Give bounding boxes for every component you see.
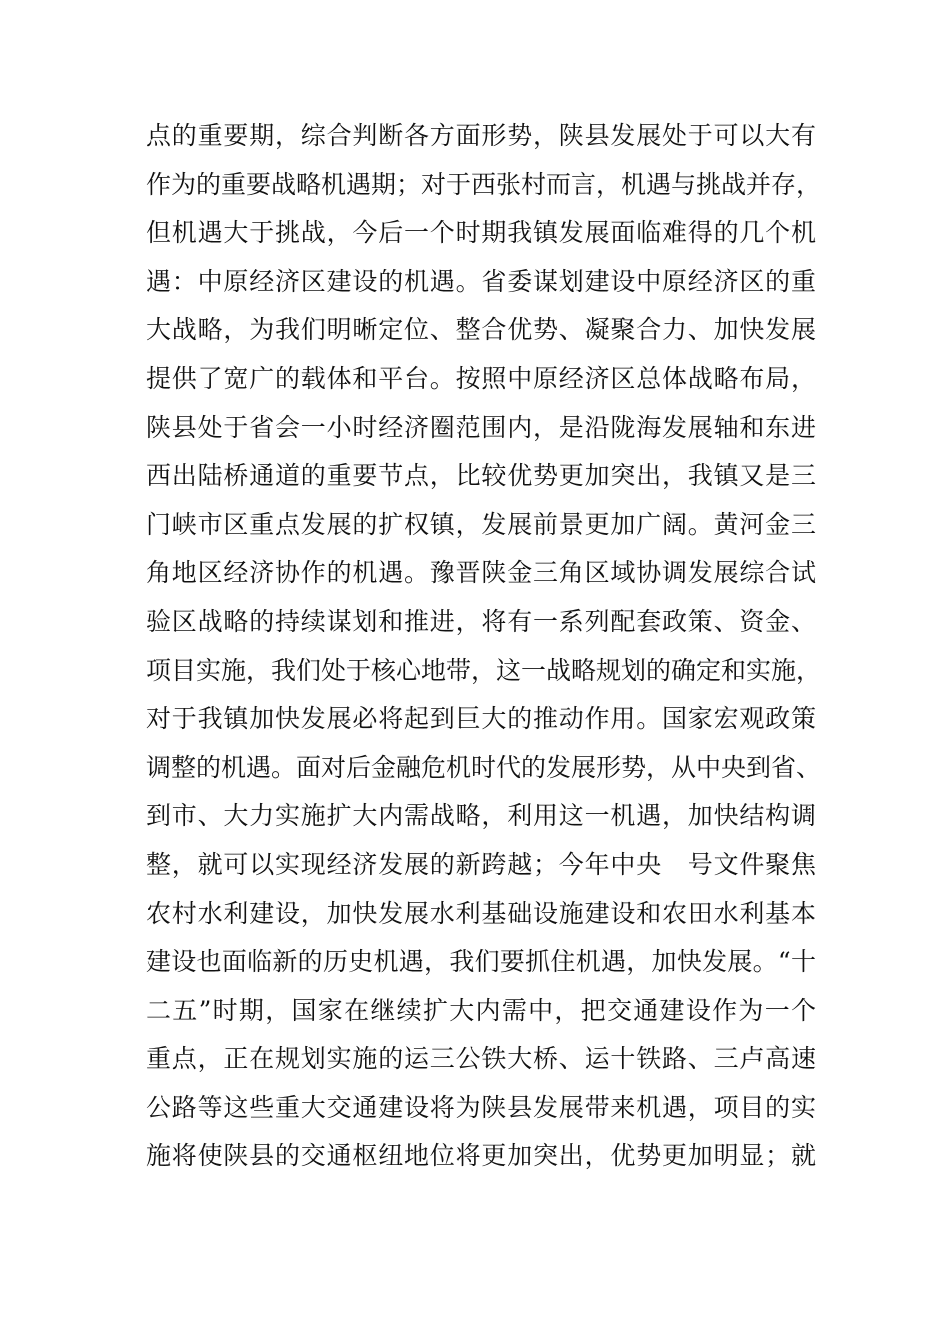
- text-line: 公路等这些重大交通建设将为陕县发展带来机遇，项目的实: [146, 1092, 816, 1122]
- text-line: 门峡市区重点发展的扩权镇，发展前景更加广阔。黄河金三: [146, 509, 816, 539]
- text-line: 施将使陕县的交通枢纽地位将更加突出，优势更加明显；就: [146, 1141, 816, 1171]
- text-line: 陕县处于省会一小时经济圈范围内，是沿陇海发展轴和东进: [146, 412, 816, 442]
- text-line: 对于我镇加快发展必将起到巨大的推动作用。国家宏观政策: [146, 704, 816, 734]
- text-line: 角地区经济协作的机遇。豫晋陕金三角区域协调发展综合试: [146, 558, 816, 588]
- body-text: [146, 112, 822, 1181]
- text-line: 到市、大力实施扩大内需战略，利用这一机遇，加快结构调: [146, 801, 816, 831]
- text-line: 验区战略的持续谋划和推进，将有一系列配套政策、资金、: [146, 606, 816, 636]
- text-line: 但机遇大于挑战，今后一个时期我镇发展面临难得的几个机: [146, 218, 816, 248]
- text-line: 调整的机遇。面对后金融危机时代的发展形势，从中央到省、: [146, 752, 822, 782]
- text-line: 遇：中原经济区建设的机遇。省委谋划建设中原经济区的重: [146, 266, 816, 296]
- text-line: 点的重要期，综合判断各方面形势，陕县发展处于可以大有: [146, 121, 816, 150]
- text-line: 项目实施，我们处于核心地带，这一战略规划的确定和实施，: [146, 655, 822, 685]
- text-line: 提供了宽广的载体和平台。按照中原经济区总体战略布局，: [146, 363, 816, 393]
- text-line: 二五”时期，国家在继续扩大内需中，把交通建设作为一个: [146, 995, 816, 1025]
- text-line: 农村水利建设，加快发展水利基础设施建设和农田水利基本: [146, 898, 816, 928]
- text-line: 建设也面临新的历史机遇，我们要抓住机遇，加快发展。“十: [146, 947, 816, 977]
- text-line: 大战略，为我们明晰定位、整合优势、凝聚合力、加快发展: [146, 315, 816, 345]
- text-line: 西出陆桥通道的重要节点，比较优势更加突出，我镇又是三: [146, 461, 816, 491]
- text-line: 重点，正在规划实施的运三公铁大桥、运十铁路、三卢高速: [146, 1044, 816, 1074]
- text-line: 作为的重要战略机遇期；对于西张村而言，机遇与挑战并存，: [146, 169, 822, 199]
- text-line: 整，就可以实现经济发展的新跨越；今年中央 号文件聚焦: [146, 849, 816, 879]
